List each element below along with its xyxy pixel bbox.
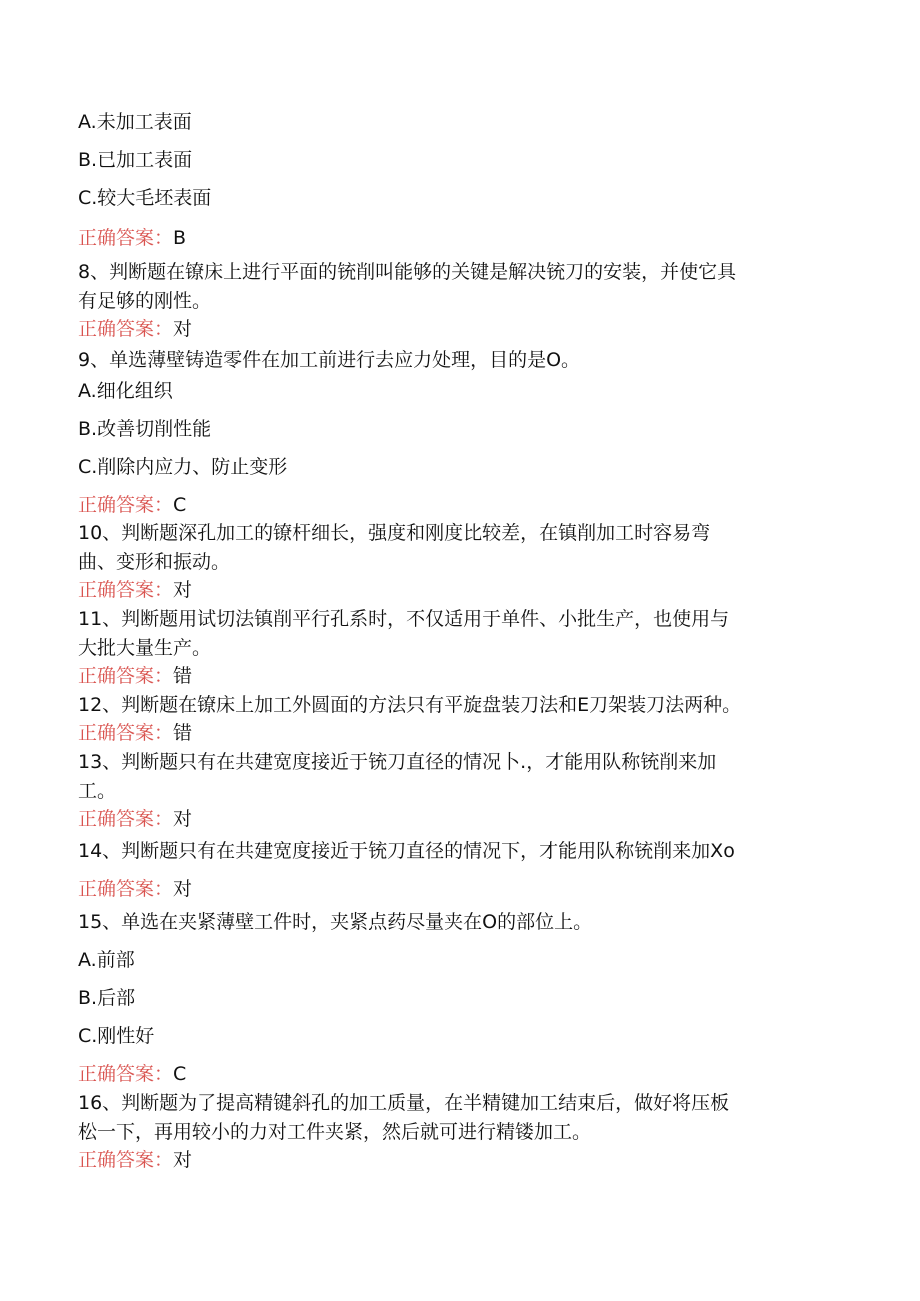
option-c: C.刚性好 <box>78 1025 155 1047</box>
question-13-line-2: 工。 <box>78 780 117 802</box>
question-11-line-1: 11、判断题用试切法镇削平行孔系时，不仅适用于单件、小批生产，也使用与 <box>78 608 730 630</box>
answer-label: 正确答案： <box>78 722 174 744</box>
option-b: B.已加工表面 <box>78 149 193 171</box>
answer-value: 错 <box>173 665 193 687</box>
option-b: B.后部 <box>78 987 136 1009</box>
answer-row <box>78 722 192 744</box>
option-a: A.细化组织 <box>78 380 173 402</box>
question-11-line-2: 大批大量生产。 <box>78 637 212 659</box>
answer-row <box>78 878 192 900</box>
answer-value: 对 <box>173 579 193 601</box>
answer-row <box>78 1063 186 1085</box>
question-14-line-1: 14、判断题只有在共建宽度接近于铳刀直径的情况下，才能用队称铳削来加Xo <box>78 840 735 862</box>
question-16-line-2: 松一下，再用较小的力对工件夹紧，然后就可进行精镂加工。 <box>78 1121 592 1143</box>
answer-row <box>78 808 192 830</box>
question-12-line-1: 12、判断题在镣床上加工外圆面的方法只有平旋盘装刀法和E刀架装刀法两种。 <box>78 694 742 716</box>
answer-label: 正确答案： <box>78 878 174 900</box>
answer-label: 正确答案： <box>78 1149 174 1171</box>
answer-value: 对 <box>173 1149 193 1171</box>
question-10-line-2: 曲、变形和振动。 <box>78 551 231 573</box>
answer-row <box>78 318 192 340</box>
answer-value: B <box>173 227 187 249</box>
answer-label: 正确答案： <box>78 494 174 516</box>
answer-label: 正确答案： <box>78 318 174 340</box>
answer-value: 错 <box>173 722 193 744</box>
answer-row <box>78 579 192 601</box>
question-8-line-2: 有足够的刚性。 <box>78 290 212 312</box>
question-16-line-1: 16、判断题为了提高精键斜孔的加工质量，在半精键加工结束后，做好将压板 <box>78 1092 730 1114</box>
answer-label: 正确答案： <box>78 808 174 830</box>
question-10-line-1: 10、判断题深孔加工的镣杆细长，强度和刚度比较差，在镇削加工时容易弯 <box>78 522 711 544</box>
answer-value: C <box>173 494 187 516</box>
answer-label: 正确答案： <box>78 579 174 601</box>
answer-value: 对 <box>173 878 193 900</box>
answer-label: 正确答案： <box>78 665 174 687</box>
answer-row <box>78 1149 192 1171</box>
question-9-line-1: 9、单选薄壁铸造零件在加工前进行去应力处理，目的是O。 <box>78 349 581 371</box>
option-c: C.较大毛坯表面 <box>78 187 212 209</box>
answer-value: 对 <box>173 808 193 830</box>
option-c: C.削除内应力、防止变形 <box>78 456 288 478</box>
answer-row <box>78 494 186 516</box>
option-b: B.改善切削性能 <box>78 418 212 440</box>
question-13-line-1: 13、判断题只有在共建宽度接近于铳刀直径的情况卜.，才能用队称铳削来加 <box>78 751 717 773</box>
question-8-line-1: 8、判断题在镣床上进行平面的铳削叫能够的关键是解决铳刀的安装，并使它具 <box>78 261 737 283</box>
answer-row <box>78 227 186 249</box>
option-a: A.前部 <box>78 949 135 971</box>
answer-row <box>78 665 192 687</box>
option-a: A.未加工表面 <box>78 111 192 133</box>
answer-value: C <box>173 1063 187 1085</box>
answer-value: 对 <box>173 318 193 340</box>
question-15-line-1: 15、单选在夹紧薄壁工件时，夹紧点药尽量夹在O的部位上。 <box>78 911 593 933</box>
answer-label: 正确答案： <box>78 227 174 249</box>
answer-label: 正确答案： <box>78 1063 174 1085</box>
